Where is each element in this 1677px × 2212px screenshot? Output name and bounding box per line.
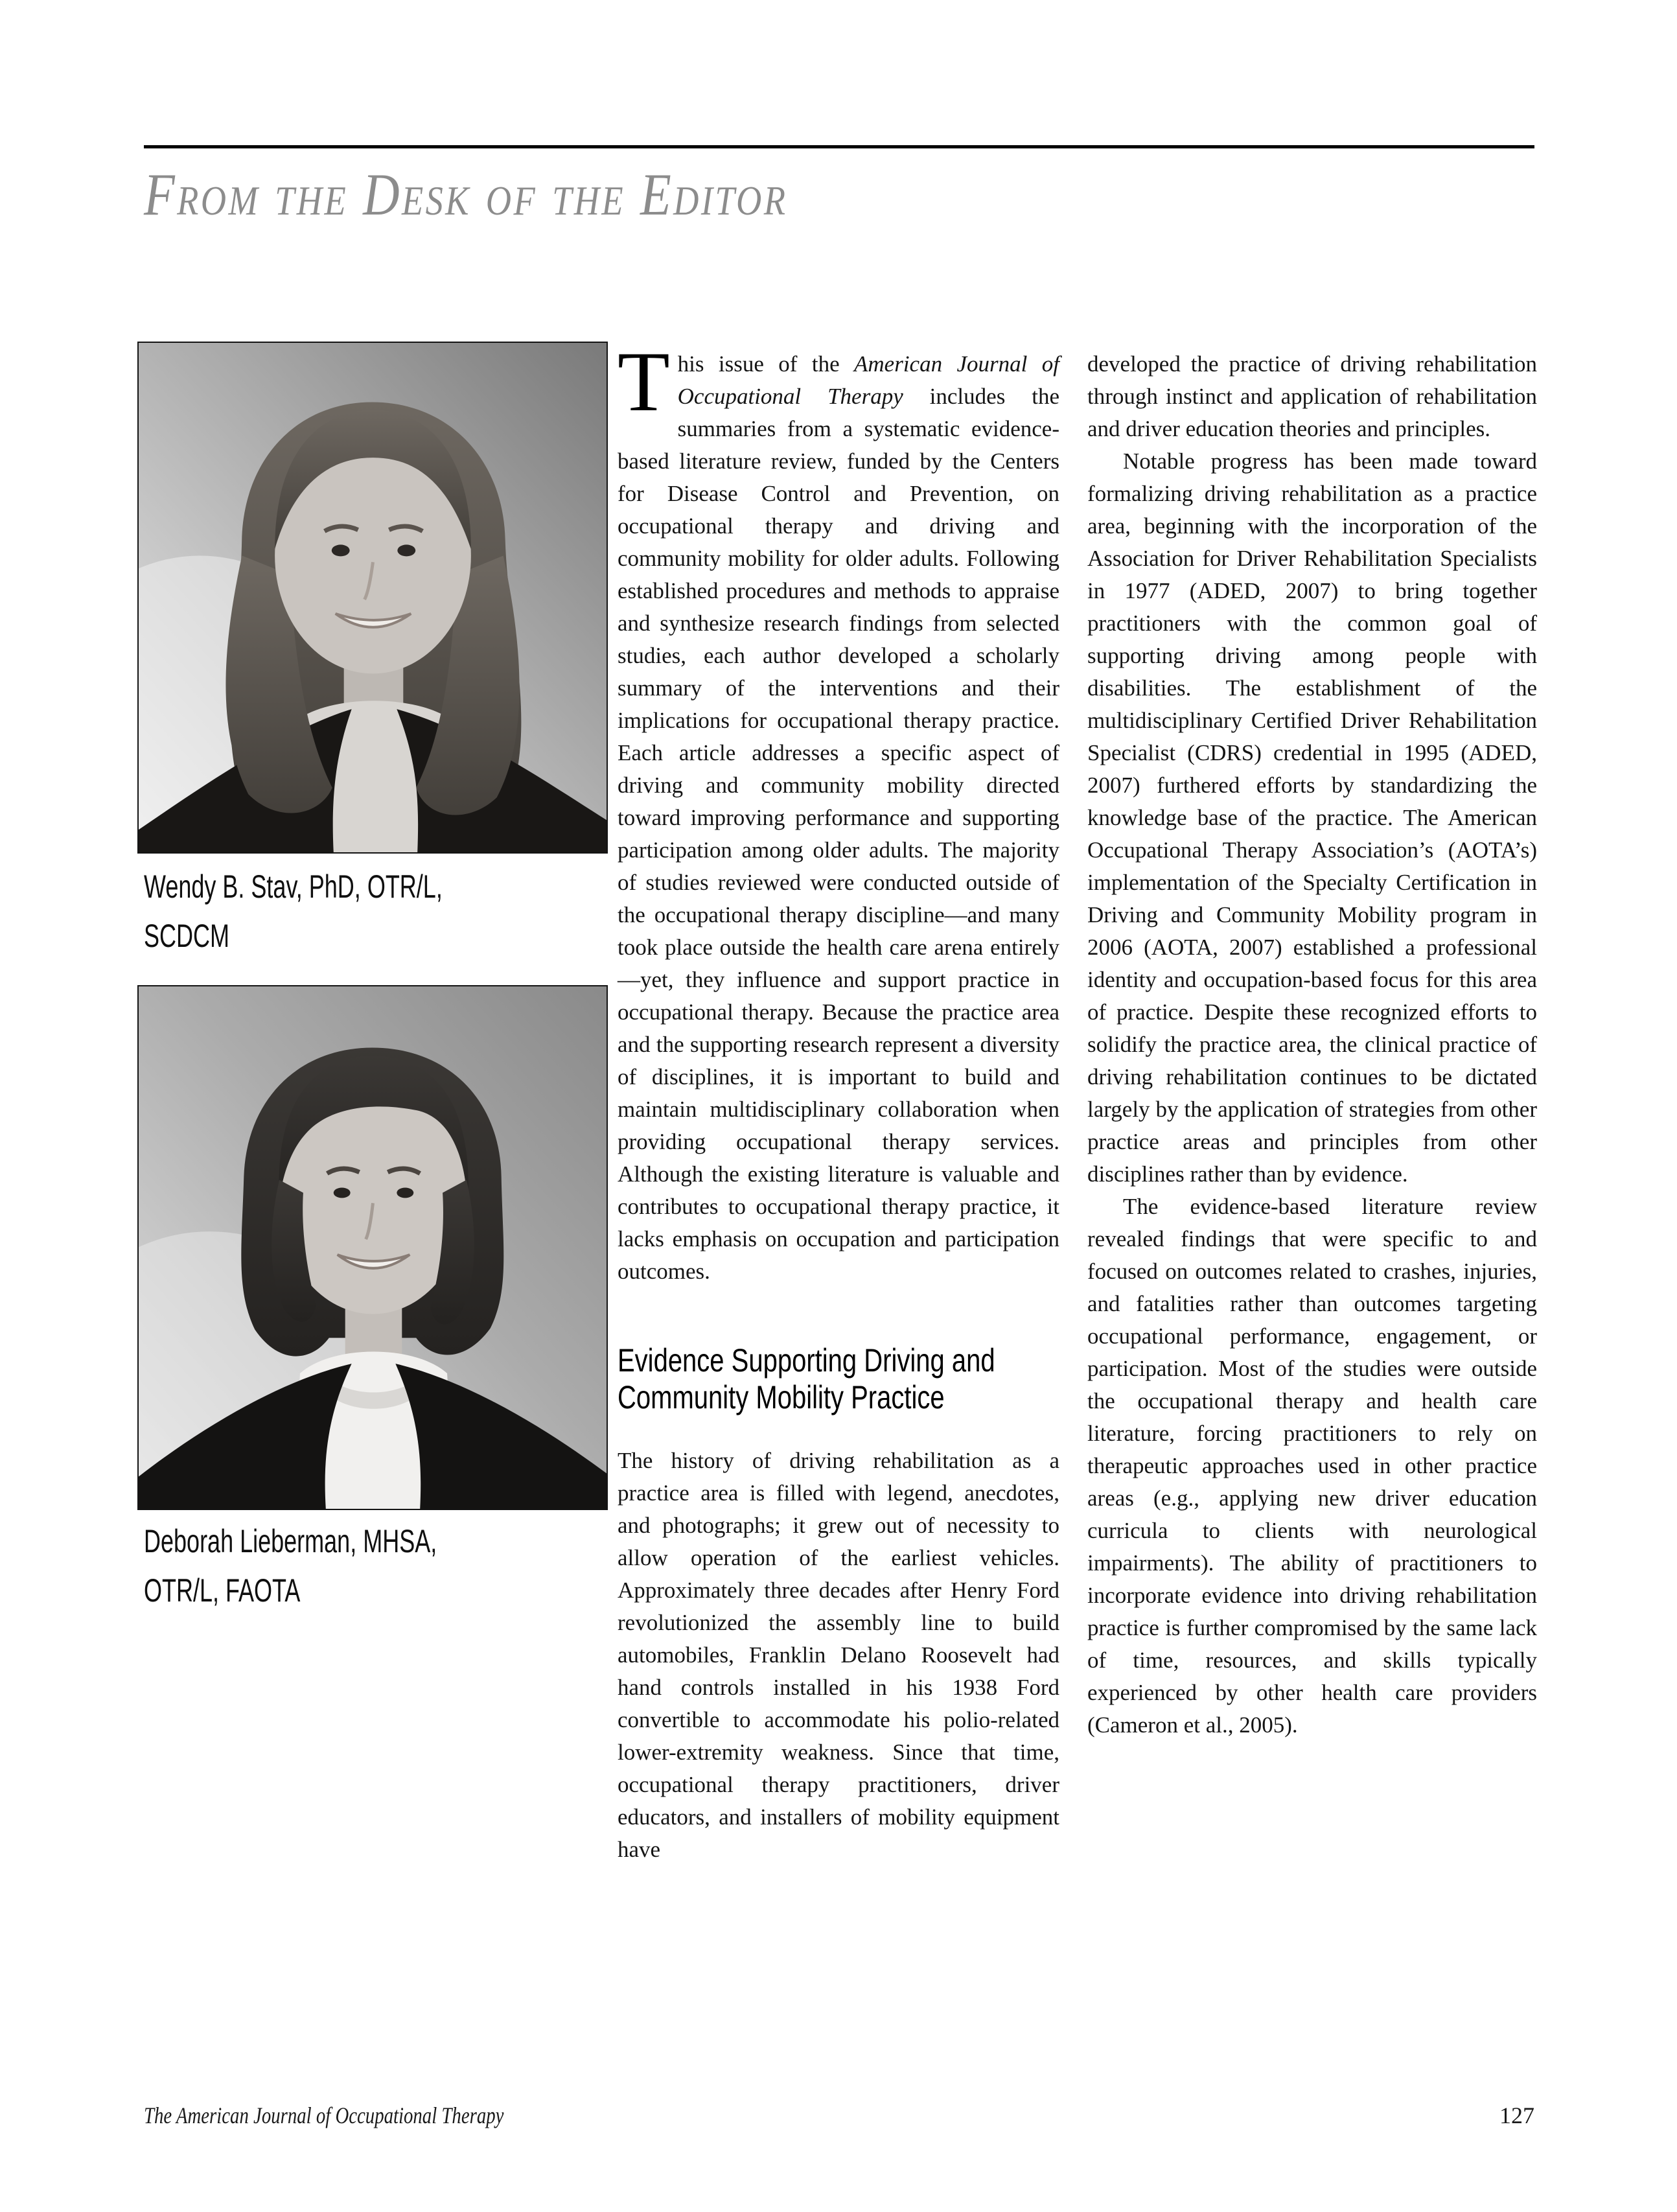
department-title: From the Desk of the Editor <box>144 161 788 227</box>
caption-line: Wendy B. Stav, PhD, OTR/L, <box>144 868 443 905</box>
caption-line: OTR/L, FAOTA <box>144 1572 301 1609</box>
continuation-paragraph: developed the practice of driving rehabilitation through instinct and application of rehabilitation and driver education theories and principles. <box>1087 351 1537 441</box>
portrait-photo <box>139 986 607 1509</box>
evidence-review-paragraph: The evidence-based literature review revealed findings that were specific to and focused on outcomes related to crashes, injuries, and fatalities rather than outcomes targeting occupational performance, engagement, or participation. Most of the studies were outside the occupational therapy and health care literature, forcing practitioners to rely on therapeutic approaches used in other practice areas (e.g., applying new driver education curricula to clients with neurological impairments). The ability of practitioners to incorporate evidence into driving rehabilitation practice is further compromised by the same lack of time, resources, and skills typically experienced by other health care providers (Cameron et al., 2005). <box>1087 1194 1537 1738</box>
footer-page-number: 127 <box>1499 2102 1534 2128</box>
header-rule <box>144 145 1534 148</box>
article-column-1 <box>618 334 1059 1866</box>
intro-body: includes the summaries from a systematic evidence-based literature review, funded by the Centers for Disease Control and Prevention, on occupational therapy and driving and community mobility for older adults. Following established procedures and methods to appraise and synthesize research findings from selected studies, each author developed a scholarly summary of the interventions and their implications for occupational therapy practice. Each article addresses a specific aspect of driving and community mobility directed toward improving performance and supporting participation among older adults. The majority of studies reviewed were conducted outside of the occupational therapy discipline—and many took place outside the health care arena entirely—yet, they influence and support practice in occupational therapy. Because the practice area and the supporting research represent a diversity of disciplines, it is important to build and maintain multidisciplinary collaboration when providing occupational therapy services. Although the existing literature is valuable and contributes to occupational therapy practice, it lacks emphasis on occupation and participation outcomes. <box>618 384 1059 1284</box>
drop-cap: T <box>618 334 670 429</box>
footer-journal-title: The American Journal of Occupational Therapy <box>144 2102 504 2128</box>
article-column-2 <box>1087 348 1537 1741</box>
portrait-photo <box>139 343 607 852</box>
progress-paragraph: Notable progress has been made toward formalizing driving rehabilitation as a practice area, beginning with the incorporation of the Association for Driver Rehabilitation Specialists in 1977 (ADED, 2007) to bring together practitioners with the common goal of supporting driving among people with disabilities. The establishment of the multidisciplinary Certified Driver Rehabilitation Specialist (CDRS) credential in 1995 (ADED, 2007) furthered efforts by standardizing the knowledge base of the practice. The American Occupational Therapy Association’s (AOTA’s) implementation of the Specialty Certification in Driving and Community Mobility program in 2006 (AOTA, 2007) established a professional identity and occupation-based focus for this area of practice. Despite these recognized efforts to solidify the practice area, the clinical practice of driving rehabilitation continues to be dictated largely by the application of strategies from other practice areas and principles from other disciplines rather than by evidence. <box>1087 448 1537 1187</box>
section-heading: Evidence Supporting Driving and Community Mobility Practice <box>618 1342 995 1415</box>
intro-lead: his issue of the <box>677 351 855 377</box>
journal-title-italic: American Journal of Occupational Therapy <box>677 351 1059 409</box>
history-paragraph: The history of driving rehabilitation as a practice area is filled with legend, anecdotes, and photographs; it grew out of necessity to allow operation of the earliest vehicles. Approximately three decades after Henry Ford revolutionized the assembly line to build automobiles, Franklin Delano Roosevelt had hand controls installed in his 1938 Ford convertible to accommodate his polio-related lower-extremity weakness. Since that time, occupational therapy practitioners, driver educators, and installers of mobility equipment have <box>618 1448 1059 1862</box>
photo-caption <box>144 1517 610 1615</box>
caption-line: SCDCM <box>144 918 229 954</box>
intro-paragraph <box>618 334 1059 1288</box>
photo-caption <box>144 862 610 960</box>
caption-line: Deborah Lieberman, MHSA, <box>144 1523 437 1559</box>
portrait-figure <box>137 985 608 1510</box>
portrait-figure <box>137 342 608 854</box>
